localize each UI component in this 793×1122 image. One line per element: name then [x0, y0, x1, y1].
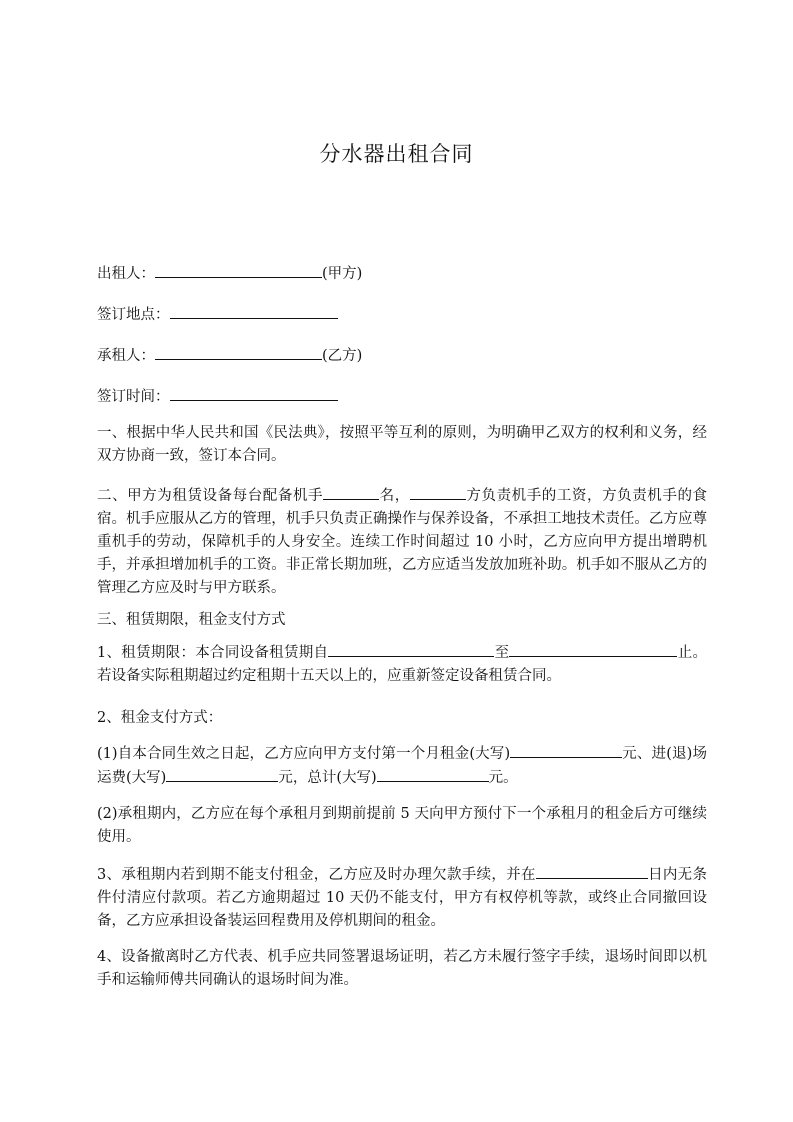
section-3-heading: 三、租赁期限，租金支付方式: [97, 612, 286, 628]
clause-3-1: [97, 641, 707, 688]
lease-end-blank: [509, 641, 677, 657]
clause-2-text-b: 名，: [379, 488, 410, 504]
clause-3-3-text-b: 日内无条件付清应付款项。若乙方逾期超过 10 天仍不能支付，甲方有权停机等款，或终止合同撤回设备，乙方应承担设备装运回程费用及停机期间的租金。: [97, 867, 707, 929]
lessor-label: 出租人：: [97, 266, 155, 282]
signing-time-blank: [170, 385, 338, 401]
lessor-blank: [155, 262, 322, 278]
clause-2-text-a: 二、甲方为租赁设备每台配备机手: [97, 488, 324, 504]
lessee-field: [97, 344, 362, 365]
clause-3-2-heading: 2、租金支付方式：: [97, 710, 223, 726]
operator-count-blank: [323, 484, 379, 500]
total-amount-blank: [377, 766, 489, 782]
lessee-label: 承租人：: [97, 348, 155, 364]
clause-3-2-1-text-d: 元。: [488, 770, 518, 786]
lessor-suffix: (甲方): [322, 266, 363, 282]
lessee-blank: [155, 344, 322, 360]
clause-3-1-text-a: 1、租赁期限：本合同设备租赁期自: [97, 645, 329, 661]
clause-2: [97, 484, 707, 600]
payment-days-blank: [536, 863, 648, 879]
clause-3-2-2: (2)承租期内，乙方应在每个承租月到期前提前 5 天向甲方预付下一个承租月的租金后方可继续使用。: [97, 806, 707, 845]
clause-3-3-text-a: 3、承租期内若到期不能支付租金，乙方应及时办理欠款手续，并在: [97, 867, 536, 883]
clause-1: 一、根据中华人民共和国《民法典》，按照平等互利的原则，为明确甲乙双方的权利和义务，经双方协商一致，签订本合同。: [97, 425, 707, 464]
signing-place-field: [97, 303, 338, 324]
first-month-rent-blank: [510, 742, 622, 758]
clause-3-2-1-text-b: 元、进(退)场运费(大写): [97, 746, 707, 786]
wage-party-blank: [410, 484, 466, 500]
signing-time-field: [97, 385, 338, 406]
lessee-suffix: (乙方): [322, 348, 363, 364]
lessor-field: [97, 262, 362, 283]
signing-time-label: 签订时间：: [97, 389, 170, 405]
clause-3-2-1-text-c: 元，总计(大写): [278, 770, 377, 786]
clause-2-text-c: 方负责机手的工资，方负责机手的食宿。机手应服从乙方的管理，机手只负责正确操作与保养设备，不承担工地技术责任。乙方应尊重机手的劳动，保障机手的人身安全。连续工作时间超过 10 小时，乙方应向甲方提出增聘机手，并承担增加机手的工资。非正常长期加班，乙方应适当发放加班补助。机手如不服从乙方的管理乙方应及时与甲方联系。: [97, 488, 708, 596]
clause-3-3: [97, 863, 707, 933]
clause-3-2-1-text-a: (1)自本合同生效之日起，乙方应向甲方支付第一个月租金(大写): [97, 746, 511, 762]
lease-start-blank: [328, 641, 494, 657]
clause-3-2-1: [97, 742, 707, 790]
signing-place-blank: [170, 303, 338, 319]
transport-fee-blank: [166, 766, 278, 782]
signing-place-label: 签订地点：: [97, 307, 170, 323]
clause-3-1-text-c: 止。若设备实际租期超过约定租期十五天以上的，应重新签定设备租赁合同。: [97, 645, 707, 684]
document-title: 分水器出租合同: [319, 142, 474, 166]
clause-3-4: 4、设备撤离时乙方代表、机手应共同签署退场证明，若乙方未履行签字手续，退场时间即以机手和运输师傅共同确认的退场时间为准。: [97, 949, 707, 988]
clause-3-1-text-b: 至: [494, 645, 510, 661]
